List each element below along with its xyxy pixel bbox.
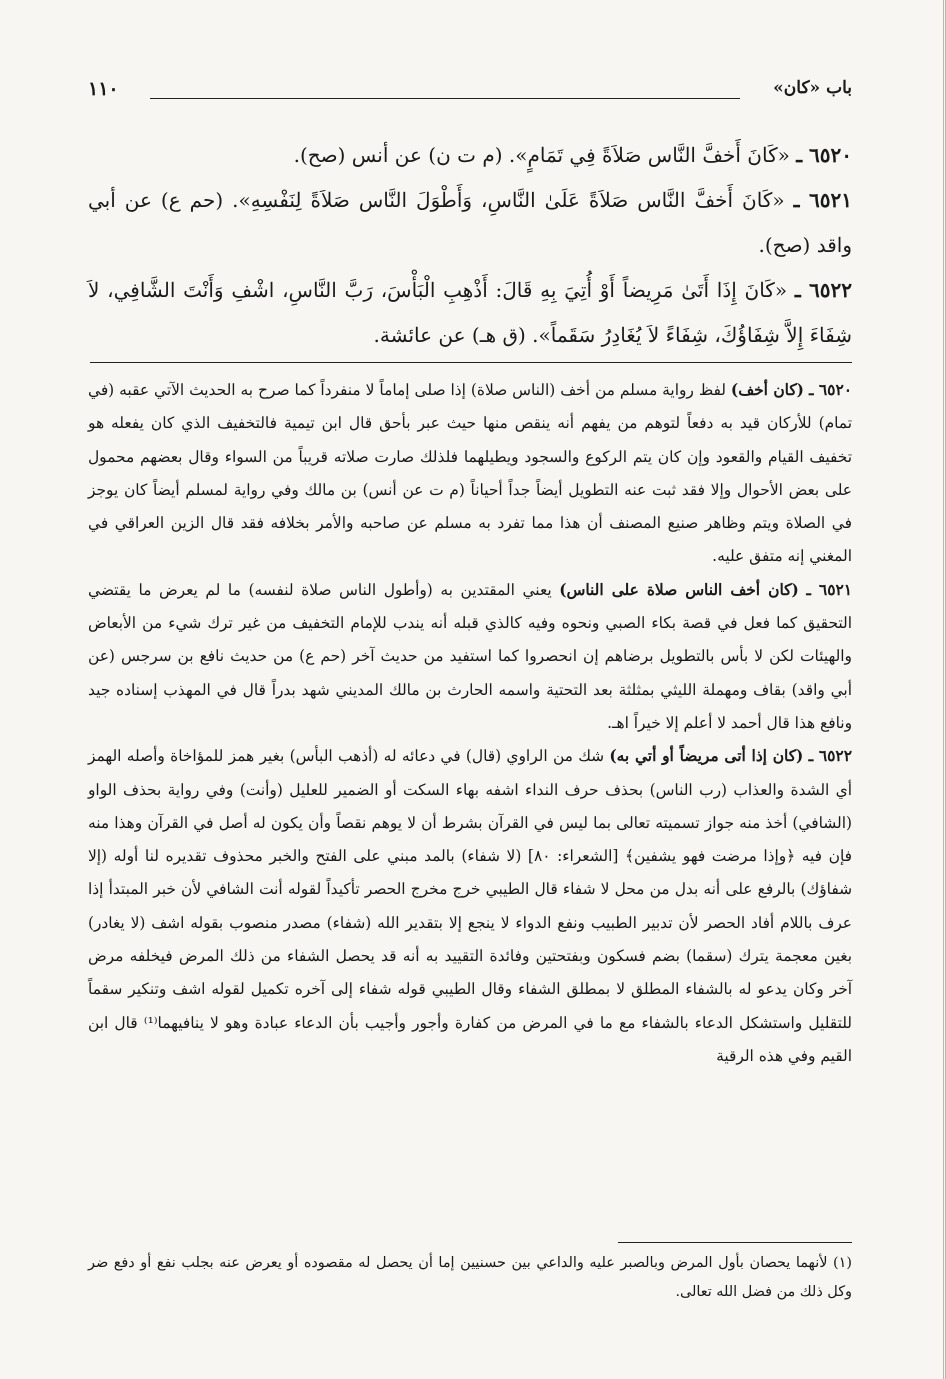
header-rule bbox=[150, 98, 740, 99]
commentary-body: لفظ رواية مسلم من أخف (الناس صلاة) إذا صلى إماماً لا منفرداً كما صرح به الحديث الآتي عقبه (في تمام) للأركان قيد به دفعاً لتوهم من يفهم أنه ينقص منها حيث عبر بأحق قال ابن تيمية فالتخفيف الذي كان يفعله هو تخفيف القيام والقعود وإن كان يتم الركوع والسجود ويطيلهما فلذلك صارت صلاته قريباً من السواء وقال بعضهم محمول على بعض الأحوال وإلا فقد ثبت عنه التطويل أيضاً جداً أحياناً (م ت عن أنس) بن مالك وفي رواية لمسلم أيضاً كان يوجز في الصلاة ويتم وظاهر صنيع المصنف أن هذا مما تفرد به مسلم عن صاحبه والأمر بخلافه فقد قال الزين العراقي في المغني إنه متفق عليه. bbox=[88, 381, 852, 566]
commentary-lemma: (كان أخف) bbox=[730, 381, 804, 399]
commentary-6521 bbox=[88, 574, 852, 740]
hadith-body: «كَانَ أَخفَّ النَّاس صَلاَةً عَلَىٰ النَّاسِ، وَأَطْوَلَ النَّاس صَلاَةً لِنَفْسِهِ». (حم ع) عن أبي واقد (صح). bbox=[88, 188, 852, 257]
running-title: باب «كان» bbox=[773, 78, 852, 98]
hadith-6520 bbox=[88, 133, 852, 178]
commentary-6520 bbox=[88, 374, 852, 574]
hadith-body: «كَانَ أَخفَّ النَّاس صَلاَةً فِي تَمَامٍ». (م ت ن) عن أنس (صح). bbox=[293, 143, 790, 167]
hadith-number: ٦٥٢١ ـ bbox=[793, 188, 853, 212]
commentary-number: ٦٥٢١ ـ bbox=[806, 580, 852, 599]
commentary bbox=[88, 374, 852, 1073]
hadith-number: ٦٥٢٢ ـ bbox=[794, 278, 853, 302]
footnote-1 bbox=[88, 1249, 852, 1307]
text-commentary-divider bbox=[90, 362, 852, 363]
page-number: ١١٠ bbox=[88, 78, 119, 100]
commentary-number: ٦٥٢٢ ـ bbox=[808, 747, 852, 766]
footnote-number: (١) bbox=[833, 1255, 852, 1271]
hadith-text bbox=[88, 133, 852, 358]
page-header bbox=[88, 78, 852, 110]
commentary-body: يعني المقتدين به (وأطول الناس صلاة لنفسه) ما لم يعرض ما يقتضي التحقيق كما فعل في قصة بكاء الصبي ونحوه وفيه كالذي قبله أنه يندب للإمام التخفيف من غير ترك شيء من الأبعاض والهيئات لكن لا بأس بالتطويل برضاهم إن انحصروا كما استفيد من حديث آخر (حم ع) من حديث نافع بن سرجس (عن أبي واقد) بقاف ومهملة الليثي بمثلثة بعد التحتية واسمه الحارث بن مالك المديني شهد بدراً قال في المهذب إسناده جيد ونافع هذا قال أحمد لا أعلم إلا خيراً اهـ. bbox=[88, 580, 852, 732]
hadith-body: «كَانَ إِذَا أَتَىٰ مَرِيضاً أَوْ أُتِيَ بِهِ قَالَ: أَذْهِبِ الْبَأْسَ، رَبَّ النَّاسِ، اشْفِ وَأَنْتَ الشَّافِي، لاَ شِفَاءَ إِلاَّ شِفَاؤُكَ، شِفَاءً لاَ يُغَادِرُ سَقَماً». (ق هـ) عن عائشة. bbox=[88, 278, 852, 347]
hadith-6521 bbox=[88, 178, 852, 268]
commentary-lemma: (كان إذا أتى مريضاً أو أتي به) bbox=[609, 747, 804, 766]
commentary-6522 bbox=[88, 740, 852, 1073]
hadith-6522 bbox=[88, 268, 852, 358]
footnotes bbox=[88, 1249, 852, 1307]
footnote-divider bbox=[618, 1242, 852, 1243]
commentary-number: ٦٥٢٠ ـ bbox=[808, 381, 852, 399]
commentary-lemma: (كان أخف الناس صلاة على الناس) bbox=[559, 580, 799, 599]
commentary-body: شك من الراوي (قال) في دعائه له (أذهب البأس) بغير همز للمؤاخاة وأصله الهمز أي الشدة والعذاب (رب الناس) بحذف حرف النداء اشفه بهاء السكت أو الضمير للعليل (وأنت) وفي رواية بحذف الواو (الشافي) أخذ منه جواز تسميته تعالى بما ليس في القرآن بشرط أن لا يوهم نقصاً وأن يكون له أصل في القرآن وهذا منه فإن فيه ﴿وإذا مرضت فهو يشفين﴾ [الشعراء: ٨٠] (لا شفاء) بالمد مبني على الفتح والخبر محذوف تقديره لنا أوله (إلا شفاؤك) بالرفع على أنه بدل من محل لا شفاء قال الطيبي خرج مخرج الحصر تأكيداً لقوله أنت الشافي لأن خبر المبتدأ إذا عرف باللام أفاد الحصر لأن تدبير الطبيب ونفع الدواء لا ينجع إلا بتقدير الله (شفاء) مصدر منصوب بقوله اشف (لا يغادر) بغين معجمة يترك (سقما) بضم فسكون وبفتحتين وفائدة التقييد به أنه قد يحصل الشفاء من ذلك المرض فيخلفه مرض آخر وكان يدعو له بالشفاء المطلق لا بمطلق الشفاء وقال الطيبي قوله شفاء إلى آخره تكميل لقوله اشف وتنكير سقماً للتقليل واستشكل الدعاء بالشفاء مع ما في المرض من كفارة وأجور وأجيب بأن الدعاء عبادة وهو لا ينافيهما⁽¹⁾ قال ابن القيم وفي هذه الرقية bbox=[88, 747, 852, 1065]
hadith-number: ٦٥٢٠ ـ bbox=[796, 143, 852, 167]
footnote-body: لأنهما يحصان بأول المرض وبالصبر عليه والداعي بين حسنيين إما أن يحصل له مقصوده أو يعرض عنه بجلب نفع أو دفع ضر وكل ذلك من فضل الله تعالى. bbox=[88, 1255, 852, 1300]
